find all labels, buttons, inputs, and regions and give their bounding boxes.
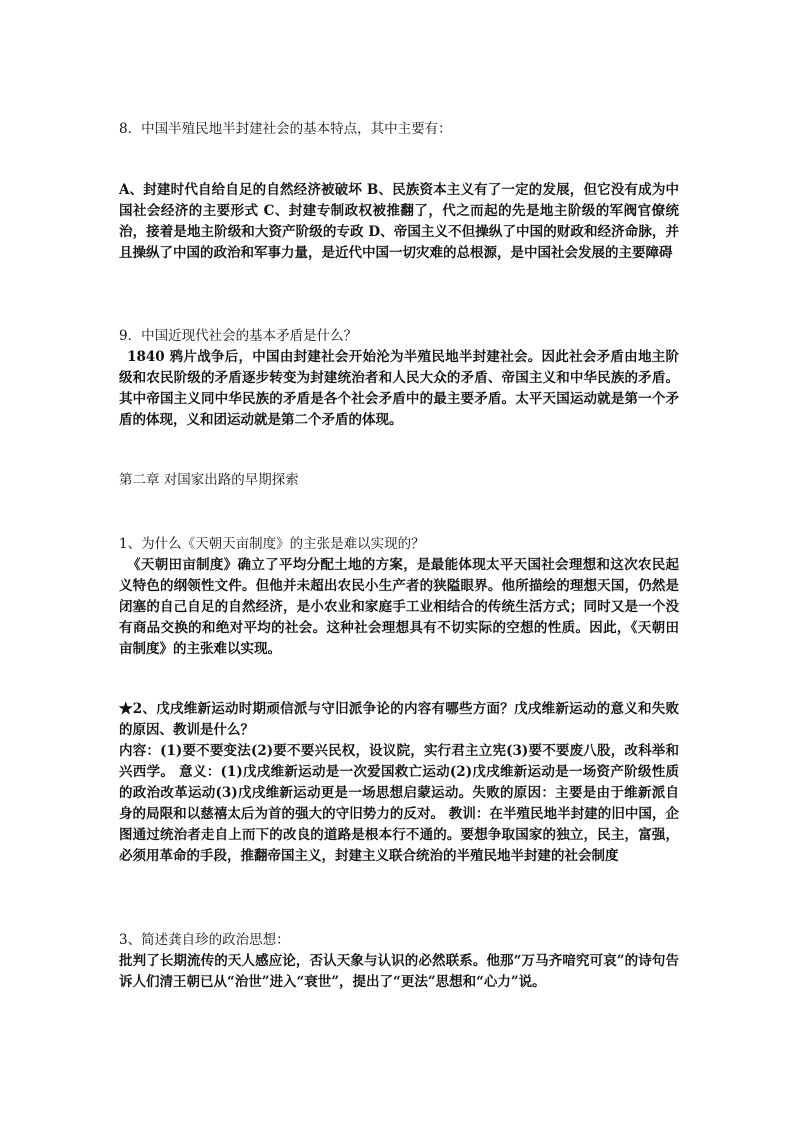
chapter-2-question-1-title: 1、为什么《天朝天亩制度》的主张是难以实现的？: [119, 536, 425, 552]
question-8-title: 8．中国半殖民地半封建社会的基本特点，其中主要有：: [119, 121, 452, 137]
chapter-2-question-3-title: 3、简述龚自珍的政治思想：: [119, 932, 290, 948]
chapter-2-question-2-title: ★2、戊戌维新运动时期顽信派与守旧派争论的内容有哪些方面？戊戌维新运动的意义和失败的原因、教训是什么？: [119, 701, 679, 738]
question-9-title: 9．中国近现代社会的基本矛盾是什么？: [119, 328, 358, 344]
chapter-2-question-3-answer: 批判了长期流传的天人感应论，否认天象与认识的必然联系。他那“万马齐喑究可哀”的诗句告诉人们清王朝已从“治世”进入“衰世”，提出了“更法”思想和“心力”说。: [119, 953, 679, 990]
question-8-answer: A、封建时代自给自足的自然经济被破坏 B、民族资本主义有了一定的发展，但它没有成为中国社会经济的主要形式 C、封建专制政权被推翻了，代之而起的先是地主阶级的军阀官僚统治，接着是地主阶级和大资产阶级的专政 D、帝国主义不但操纵了中国的财政和经济命脉，并且操纵了中国的政治和军事力量，是近代中国一切灾难的总根源，是中国社会发展的主要障碍: [119, 182, 679, 261]
chapter-2-question-1-answer: 《天朝田亩制度》确立了平均分配土地的方案，是最能体现太平天国社会理想和这次农民起义特色的纲领性文件。但他并未超出农民小生产者的狭隘眼界。他所描绘的理想天国，仍然是闭塞的自己自足的自然经济，是小农业和家庭手工业相结合的传统生活方式；同时又是一个没有商品交换的和绝对平均的社会。这种社会理想具有不切实际的空想的性质。因此，《天朝田亩制度》的主张难以实现。: [119, 557, 679, 657]
chapter-2-title: 第二章 对国家出路的早期探索: [119, 472, 299, 488]
chapter-2-question-2-answer: 内容：(1)要不要变法(2)要不要兴民权，设议院，实行君主立宪(3)要不要废八股，改科举和兴西学。 意义：(1)戊戌维新运动是一次爱国救亡运动(2)戊戌维新运动是一场资产阶级性质的政治改革运动(3)戊戌维新运动更是一场思想启蒙运动。失败的原因：主要是由于维新派自身的局限和以慈禧太后为首的强大的守旧势力的反对。 教训：在半殖民地半封建的旧中国，企图通过统治者走自上而下的改良的道路是根本行不通的。要想争取国家的独立，民主，富强，必须用革命的手段，推翻帝国主义，封建主义联合统治的半殖民地半封建的社会制度: [119, 743, 679, 864]
question-9-answer: 1840 鸦片战争后，中国由封建社会开始沦为半殖民地半封建社会。因此社会矛盾由地主阶级和农民阶级的矛盾逐步转变为封建统治者和人民大众的矛盾、帝国主义和中华民族的矛盾。其中帝国主义同中华民族的矛盾是各个社会矛盾中的最主要矛盾。太平天国运动就是第一个矛盾的体现，义和团运动就是第二个矛盾的体现。: [119, 349, 679, 428]
